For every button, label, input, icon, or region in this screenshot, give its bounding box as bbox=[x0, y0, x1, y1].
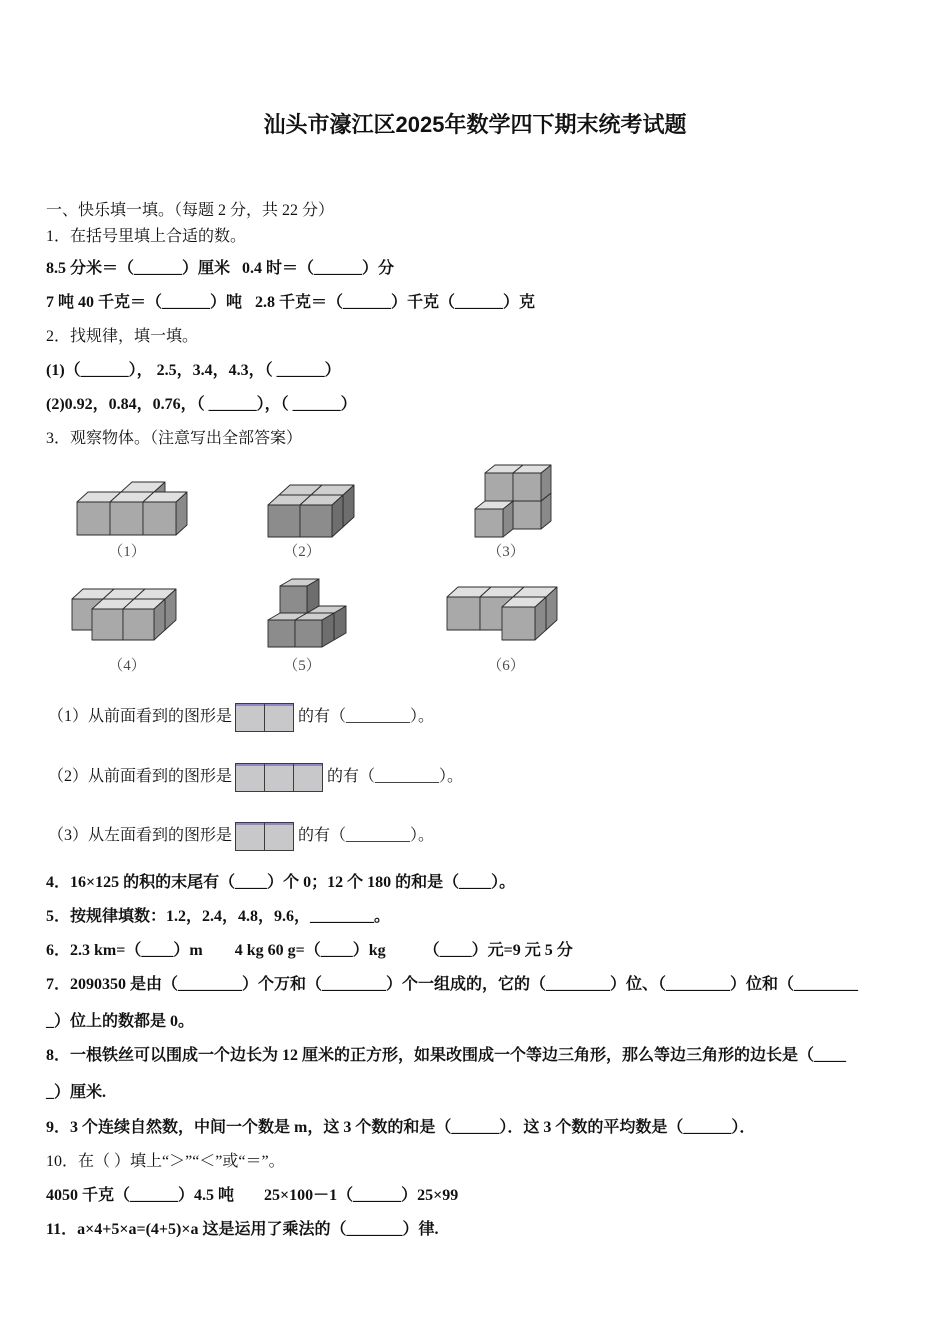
cube-figure-4 bbox=[72, 589, 176, 640]
cube-front-face bbox=[300, 505, 332, 537]
question-1-row-2 bbox=[46, 293, 535, 313]
cube bbox=[475, 501, 513, 537]
question-3-sub-3 bbox=[48, 821, 434, 851]
exam-title: 汕头市濠江区2025年数学四下期末统考试题 bbox=[263, 112, 687, 137]
figure-label-1: （1） bbox=[108, 544, 146, 560]
cube bbox=[123, 599, 165, 640]
question-6 bbox=[46, 941, 573, 961]
cube-figure-2 bbox=[268, 485, 354, 537]
left-view-two-squares-image bbox=[235, 822, 294, 851]
cube-front-face bbox=[110, 502, 143, 535]
cube-front-face bbox=[268, 505, 300, 537]
cube-front-face bbox=[123, 609, 154, 640]
question-2-row-2: (2)0.92，0.84，0.76，（ ______），（ ______） bbox=[46, 396, 357, 413]
question-11: 11．a×4+5×a=(4+5)×a 这是运用了乘法的（_______）律. bbox=[46, 1221, 439, 1238]
question-1-row-2-part-1: 7 吨 40 千克＝（______）吨 bbox=[46, 294, 243, 311]
question-3-sub-1-text: （1）从前面看到的图形是 bbox=[48, 708, 233, 725]
view-square bbox=[264, 763, 294, 792]
view-square bbox=[235, 703, 265, 732]
question-3-sub-1-blank: 的有（________）。 bbox=[298, 708, 435, 725]
question-1-row-1-part-1: 8.5 分米＝（______）厘米 bbox=[46, 260, 231, 277]
view-square bbox=[293, 763, 323, 792]
question-1-row-1-part-2: 0.4 时＝（______）分 bbox=[242, 260, 395, 277]
section-heading: 一、快乐填一填。（每题 2 分，共 22 分） bbox=[46, 202, 335, 219]
question-3-prompt: 3．观察物体。（注意写出全部答案） bbox=[46, 430, 303, 447]
question-3-sub-2 bbox=[48, 762, 463, 792]
cube bbox=[295, 613, 334, 647]
view-square bbox=[235, 822, 265, 851]
question-2-row-1: (1)（______）， 2.5，3.4，4.3，（ ______） bbox=[46, 362, 341, 379]
question-8-line-1: 8．一根铁丝可以围成一个边长为 12 厘米的正方形，如果改围成一个等边三角形，那么等边三角形的边长是（____ bbox=[46, 1047, 847, 1064]
question-6-part-3: （____）元=9 元 5 分 bbox=[423, 942, 573, 959]
cube-figure-5 bbox=[268, 579, 346, 647]
cube-figure-1 bbox=[77, 482, 187, 535]
question-6-part-1: 6．2.3 km=（____）m bbox=[46, 942, 203, 959]
cube-figures bbox=[0, 455, 620, 680]
cube-front-face bbox=[280, 586, 307, 613]
question-3-sub-2-blank: 的有（________）。 bbox=[327, 768, 464, 785]
cube bbox=[502, 597, 546, 640]
question-1-row-1 bbox=[46, 259, 394, 279]
figure-label-3: （3） bbox=[487, 544, 525, 560]
cube-front-face bbox=[92, 609, 123, 640]
cube bbox=[300, 495, 343, 537]
question-10-row-1-part-1: 4050 千克（______）4.5 吨 bbox=[46, 1187, 235, 1204]
figure-label-2: （2） bbox=[283, 544, 321, 560]
cube bbox=[143, 492, 187, 535]
question-10-prompt: 10．在（ ）填上“＞”“＜”或“＝”。 bbox=[46, 1153, 285, 1170]
cube-front-face bbox=[143, 502, 176, 535]
figure-label-5: （5） bbox=[283, 658, 321, 674]
cube-front-face bbox=[295, 620, 322, 647]
question-2-prompt: 2．找规律，填一填。 bbox=[46, 328, 199, 345]
cube bbox=[280, 579, 319, 613]
question-5: 5．按规律填数：1.2，2.4，4.8，9.6，________。 bbox=[46, 908, 391, 925]
cube-front-face bbox=[447, 597, 480, 630]
view-square bbox=[264, 822, 294, 851]
question-6-part-2: 4 kg 60 g=（____）kg bbox=[234, 942, 386, 959]
question-10-row-1-part-2: 25×100－1（______）25×99 bbox=[264, 1187, 459, 1204]
question-9: 9．3 个连续自然数，中间一个数是 m，这 3 个数的和是（______）．这 3 个数的平均数是（______）． bbox=[46, 1119, 756, 1136]
cube-front-face bbox=[77, 502, 110, 535]
view-square bbox=[264, 703, 294, 732]
question-3-sub-2-text: （2）从前面看到的图形是 bbox=[48, 768, 233, 785]
cube-figure-6 bbox=[447, 587, 557, 640]
cube-figure-3 bbox=[475, 465, 551, 537]
cube bbox=[513, 465, 551, 501]
question-10-row-1 bbox=[46, 1186, 458, 1206]
question-3-sub-3-text: （3）从左面看到的图形是 bbox=[48, 827, 233, 844]
figure-label-6: （6） bbox=[487, 658, 525, 674]
figure-label-4: （4） bbox=[108, 658, 146, 674]
question-3-sub-1 bbox=[48, 702, 434, 732]
cube-front-face bbox=[513, 473, 541, 501]
cube-front-face bbox=[268, 620, 295, 647]
question-1-row-2-part-2: 2.8 千克＝（______）千克（______）克 bbox=[255, 294, 536, 311]
question-7-line-2: _）位上的数都是 0。 bbox=[46, 1013, 195, 1030]
cube-front-face bbox=[513, 501, 541, 529]
question-1-prompt: 1．在括号里填上合适的数。 bbox=[46, 228, 247, 245]
cube-front-face bbox=[502, 607, 535, 640]
front-view-two-squares-image bbox=[235, 703, 294, 732]
question-8-line-2: _）厘米. bbox=[46, 1084, 107, 1101]
view-square bbox=[235, 763, 265, 792]
question-7-line-1: 7．2090350 是由（________）个万和（________）个一组成的，它的（________）位、（________）位和（________ bbox=[46, 976, 859, 993]
front-view-three-squares-image bbox=[235, 763, 323, 792]
question-4: 4．16×125 的积的末尾有（____）个 0；12 个 180 的和是（____）。 bbox=[46, 874, 516, 891]
question-3-sub-3-blank: 的有（________）。 bbox=[298, 827, 435, 844]
cube-front-face bbox=[475, 509, 503, 537]
cube-front-face bbox=[485, 473, 513, 501]
